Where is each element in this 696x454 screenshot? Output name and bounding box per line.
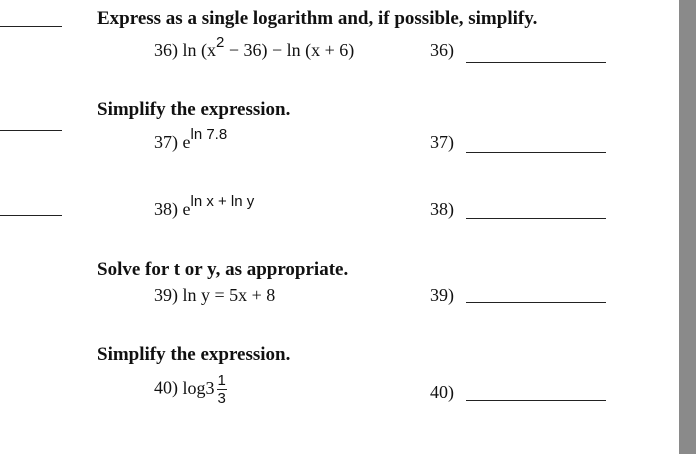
fraction: $\frac{1}{3}$	[217, 372, 226, 407]
margin-answer-line	[0, 215, 62, 216]
scrollbar[interactable]	[679, 0, 696, 454]
problem-number: 39)	[154, 285, 178, 305]
answer-blank-39[interactable]	[466, 302, 606, 303]
problem-36	[154, 34, 355, 61]
exponent: ln 7.8	[190, 126, 228, 143]
answer-blank-36[interactable]	[466, 62, 606, 63]
answer-blank-40[interactable]	[466, 400, 606, 401]
answer-label-37: 37)	[430, 132, 454, 152]
problem-number: 40)	[154, 377, 178, 398]
answer-label-36: 36)	[430, 40, 454, 60]
problem-39	[154, 285, 275, 306]
log-base: 3	[205, 377, 215, 398]
section-heading: Simplify the expression.	[97, 99, 291, 120]
answer-blank-38[interactable]	[466, 218, 606, 219]
margin-answer-line	[0, 26, 62, 27]
problem-38	[154, 193, 255, 220]
problem-expression: ln y = 5x + 8	[182, 285, 276, 305]
exponent: 2	[216, 34, 225, 51]
problem-expression: $e^{ln 7.8}$	[182, 126, 228, 152]
answer-label-38: 38)	[430, 199, 454, 219]
section-heading: Express as a single logarithm and, if possible, simplify.	[97, 8, 538, 29]
answer-blank-37[interactable]	[466, 152, 606, 153]
problem-expression: $\ln (x^2 - 36) - \ln (x + 6)$	[182, 34, 355, 60]
problem-number: 38)	[154, 199, 178, 219]
section-heading: Simplify the expression.	[97, 344, 291, 365]
problem-number: 36)	[154, 40, 178, 60]
problem-number: 37)	[154, 132, 178, 152]
answer-label-40: 40)	[430, 382, 454, 402]
margin-answer-line	[0, 130, 62, 131]
problem-37	[154, 126, 228, 153]
exponent: ln x + ln y	[190, 193, 255, 210]
problem-expression: $e^{ln x + ln y}$	[182, 193, 255, 219]
section-heading: Solve for t or y, as appropriate.	[97, 259, 349, 280]
problem-expression: log3 $\frac{1}{3}$	[182, 372, 226, 407]
answer-label-39: 39)	[430, 285, 454, 305]
problem-40	[154, 372, 227, 407]
